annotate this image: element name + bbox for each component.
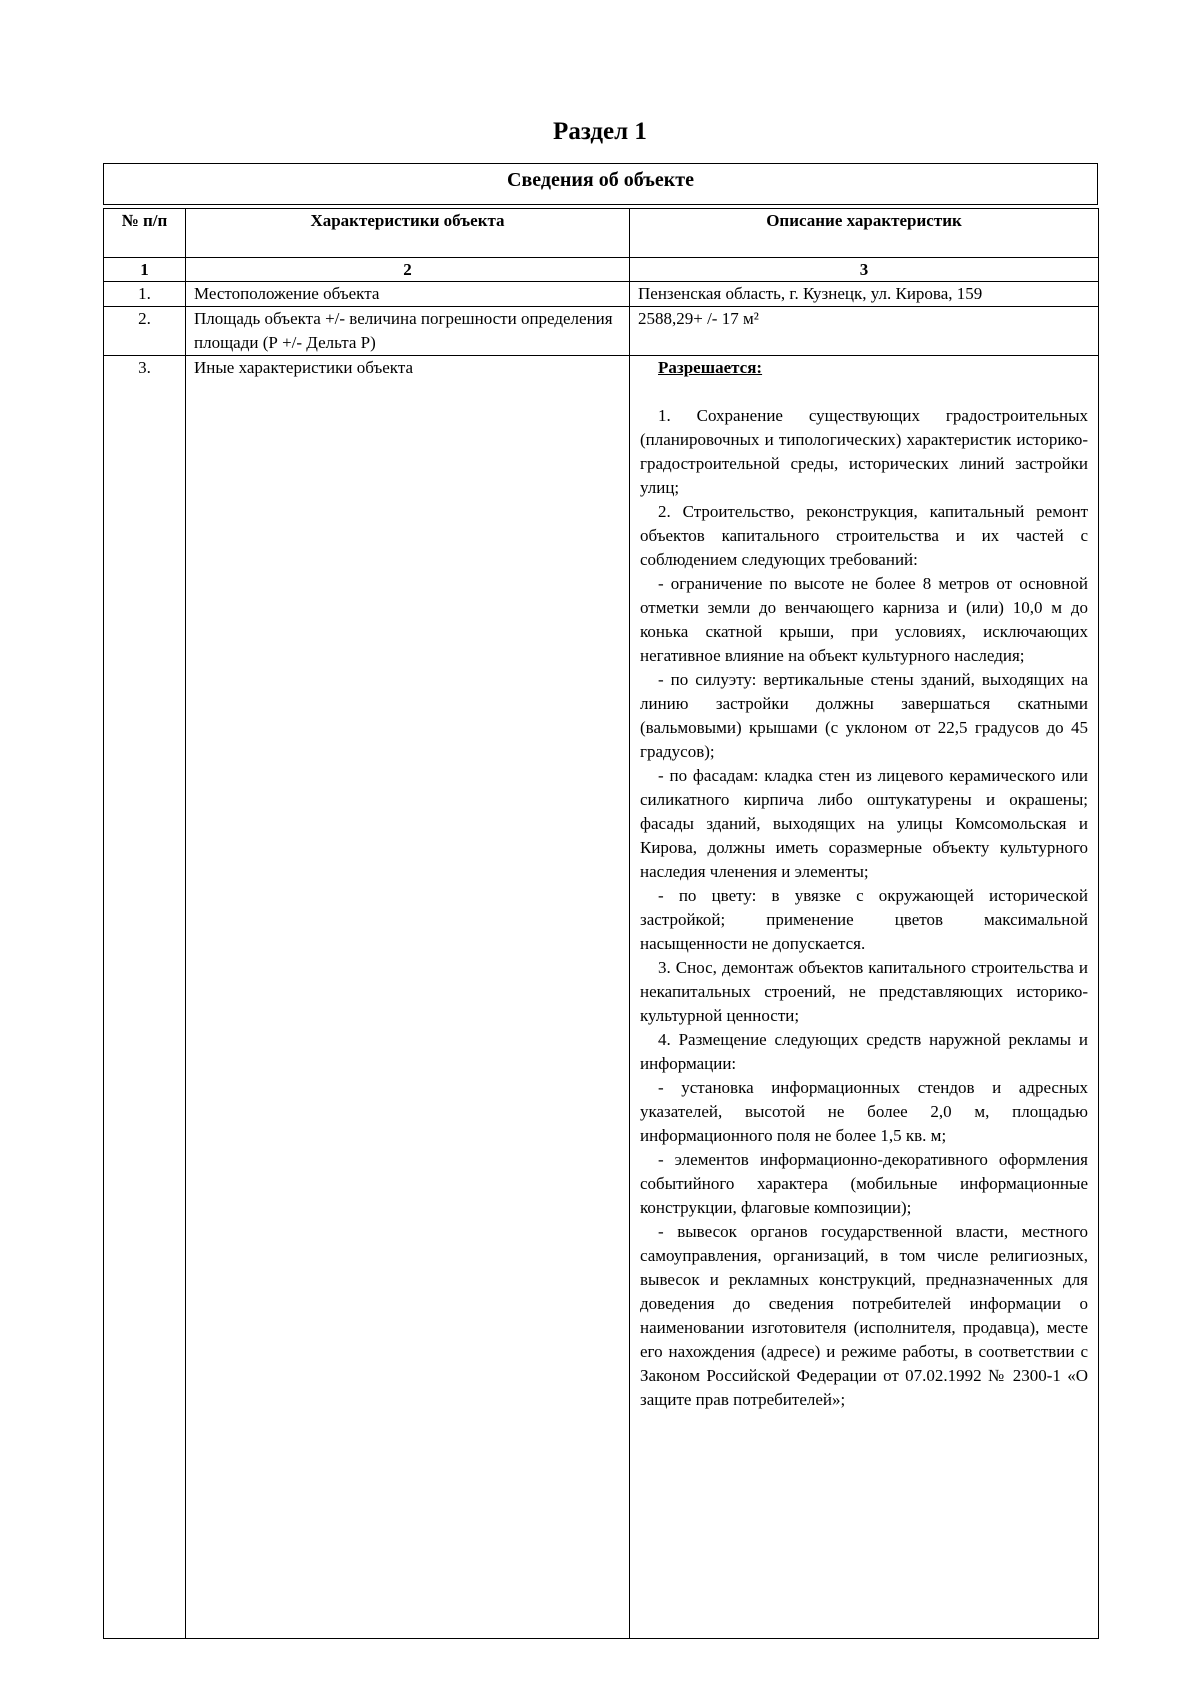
permitted-paragraph: 4. Размещение следующих средств наружной рекламы и информации: (640, 1030, 1088, 1073)
section-title: Раздел 1 (553, 118, 647, 145)
table-header-row (104, 209, 1099, 258)
table-row (104, 307, 1099, 356)
row-characteristic: Площадь объекта +/- величина погрешности определения площади (Р +/- Дельта Р) (186, 307, 630, 356)
permitted-paragraph: - по фасадам: кладка стен из лицевого керамического или силикатного кирпича либо оштукатурены и окрашены; фасады зданий, выходящих на улицы Комсомольская и Кирова, должны иметь соразмерные объекту культурного наследия членения и элементы; (640, 766, 1088, 881)
column-number-3: 3 (630, 258, 1099, 282)
permitted-paragraph: 3. Снос, демонтаж объектов капитального строительства и некапитальных строений, не представляющих историко-культурной ценности; (640, 958, 1088, 1025)
column-numbers-row (104, 258, 1099, 282)
permitted-paragraph: 1. Сохранение существующих градостроительных (планировочных и типологических) характеристик историко-градостроительной среды, исторических линий застройки улиц; (640, 406, 1088, 497)
permitted-paragraph: - элементов информационно-декоративного оформления событийного характера (мобильные информационные конструкции, флаговые композиции); (640, 1150, 1088, 1217)
header-description: Описание характеристик (630, 209, 1099, 258)
row-characteristic: Иные характеристики объекта (186, 356, 630, 1639)
header-characteristic: Характеристики объекта (186, 209, 630, 258)
row-characteristic: Местоположение объекта (186, 282, 630, 307)
permitted-paragraph: - установка информационных стендов и адресных указателей, высотой не более 2,0 м, площадью информационного поля не более 1,5 кв. м; (640, 1078, 1088, 1145)
row-number: 2. (104, 307, 186, 356)
row-number: 1. (104, 282, 186, 307)
row-number: 3. (104, 356, 186, 1639)
row-description: 2588,29+ /- 17 м² (630, 307, 1099, 356)
permitted-paragraph: - вывесок органов государственной власти, местного самоуправления, организаций, в том числе религиозных, вывесок и рекламных конструкций, предназначенных для доведения до сведения потребителей информации о наименовании изготовителя (исполнителя, продавца), месте его нахождения (адресе) и режиме работы, в соответствии с Законом Российской Федерации от 07.02.1992 № 2300-1 «О защите прав потребителей»; (640, 1222, 1088, 1409)
row-description-permitted (630, 356, 1099, 1639)
permitted-paragraph: - по цвету: в увязке с окружающей исторической застройкой; применение цветов максимальной насыщенности не допускается. (640, 886, 1088, 953)
permitted-paragraph: 2. Строительство, реконструкция, капитальный ремонт объектов капитального строительства и их частей с соблюдением следующих требований: (640, 502, 1088, 569)
column-number-2: 2 (186, 258, 630, 282)
row-description: Пензенская область, г. Кузнецк, ул. Кирова, 159 (630, 282, 1099, 307)
permitted-paragraph: - по силуэту: вертикальные стены зданий, выходящих на линию застройки должны завершаться скатными (вальмовыми) крышами (с уклоном от 22,5 градусов до 45 градусов); (640, 670, 1088, 761)
table-row (104, 282, 1099, 307)
table-title-box (103, 163, 1098, 205)
object-info-table (103, 208, 1099, 1639)
permitted-heading: Разрешается: (658, 358, 763, 377)
table-row (104, 356, 1099, 1639)
column-number-1: 1 (104, 258, 186, 282)
permitted-paragraph: - ограничение по высоте не более 8 метров от основной отметки земли до венчающего карниза и (или) 10,0 м до конька скатной крыши, при условиях, исключающих негативное влияние на объект культурного наследия; (640, 574, 1088, 665)
table-title: Сведения об объекте (507, 169, 694, 191)
header-num: № п/п (104, 209, 186, 258)
